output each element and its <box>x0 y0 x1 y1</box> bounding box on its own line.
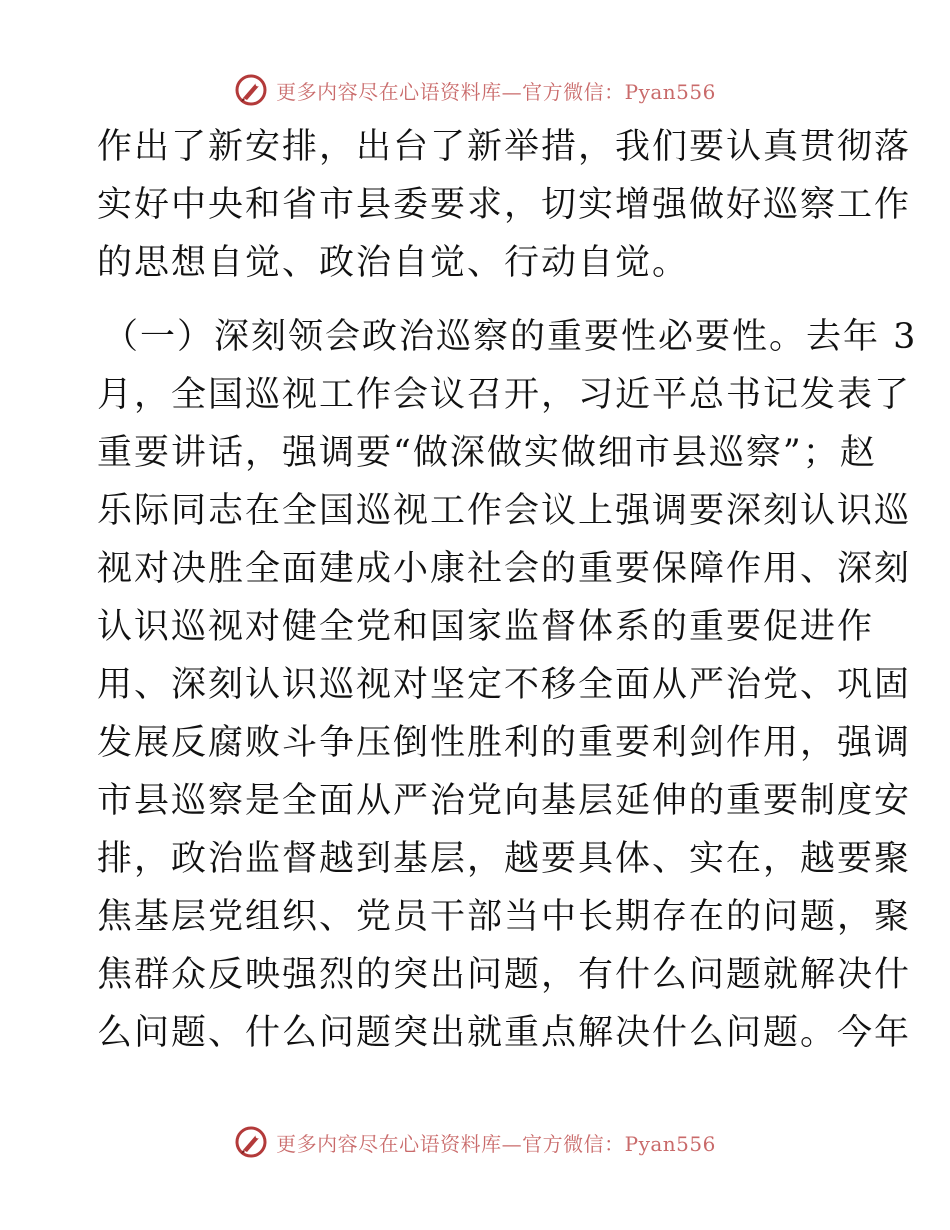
text-line: 么问题、什么问题突出就重点解决什么问题。今年 <box>97 1013 912 1053</box>
quill-pen-circle-icon <box>234 73 268 107</box>
text-line: 排，政治监督越到基层，越要具体、实在，越要聚 <box>97 839 912 879</box>
text-line: 月，全国巡视工作会议召开，习近平总书记发表了 <box>97 375 912 415</box>
paragraph <box>97 118 912 292</box>
section-heading-line: （一）深刻领会政治巡察的重要性必要性。去年 3 <box>103 317 918 357</box>
text-line: 作出了新安排，出台了新举措，我们要认真贯彻落 <box>97 127 912 167</box>
text-line: 的思想自觉、政治自觉、行动自觉。 <box>97 243 690 283</box>
text-line: 实好中央和省市县委要求，切实增强做好巡察工作 <box>97 185 912 225</box>
text-line: 焦基层党组织、党员干部当中长期存在的问题，聚 <box>97 897 912 937</box>
quill-pen-circle-icon <box>234 1125 268 1159</box>
paragraph-gap <box>97 292 857 308</box>
text-line: 用、深刻认识巡视对坚定不移全面从严治党、巩固 <box>97 665 912 705</box>
text-line: 市县巡察是全面从严治党向基层延伸的重要制度安 <box>97 781 912 821</box>
text-line: 焦群众反映强烈的突出问题，有什么问题就解决什 <box>97 955 912 995</box>
text-line: 认识巡视对健全党和国家监督体系的重要促进作 <box>97 607 875 647</box>
document-body <box>97 118 918 1062</box>
paragraph <box>97 308 918 1062</box>
header-watermark <box>0 70 950 110</box>
text-line: 乐际同志在全国巡视工作会议上强调要深刻认识巡 <box>97 491 912 531</box>
watermark-text: 更多内容尽在心语资料库—官方微信：Pyan556 <box>276 1131 716 1156</box>
text-line: 发展反腐败斗争压倒性胜利的重要利剑作用，强调 <box>97 723 912 763</box>
watermark-text: 更多内容尽在心语资料库—官方微信：Pyan556 <box>276 79 716 104</box>
text-line: 视对决胜全面建成小康社会的重要保障作用、深刻 <box>97 549 912 589</box>
footer-watermark <box>0 1122 950 1162</box>
text-line: 重要讲话，强调要“做深做实做细市县巡察”；赵 <box>97 433 877 473</box>
